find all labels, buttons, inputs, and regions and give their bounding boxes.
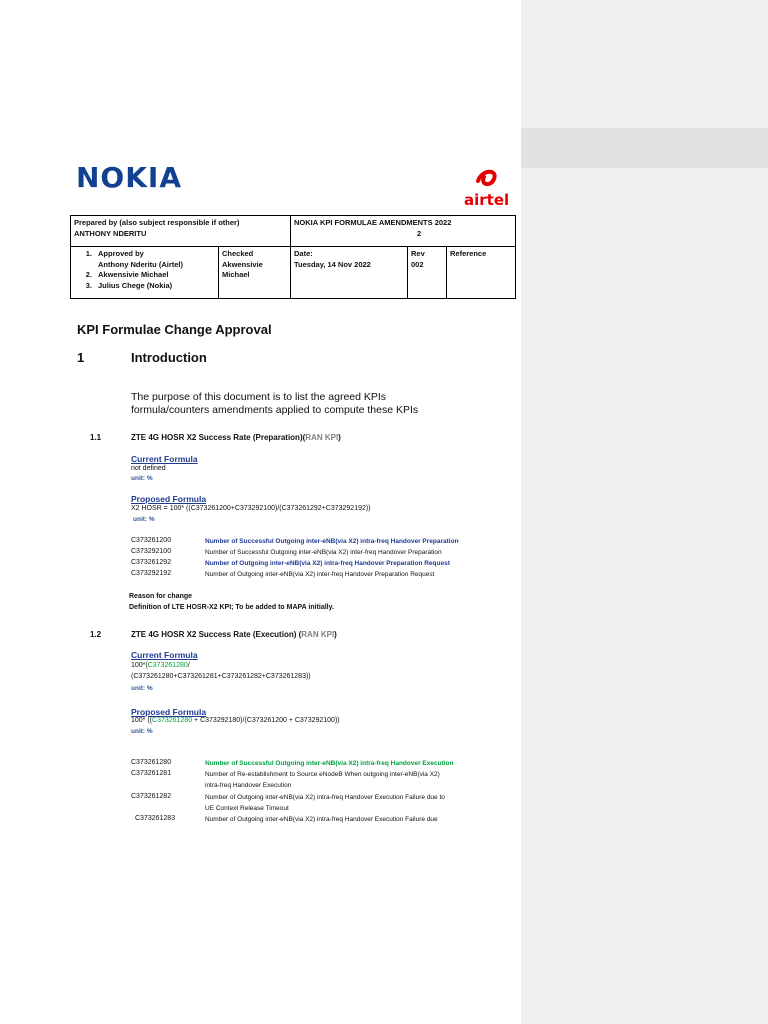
counter-desc: Number of Re-establishment to Source eNodeB When outgoing inter-eNB(via X2) intra-freq Handover Execution: [205, 771, 440, 789]
current-formula-label: Current Formula: [131, 650, 198, 660]
doc-title-cell: NOKIA KPI FORMULAE AMENDMENTS 2022 2: [291, 216, 516, 247]
counter-code: C373292192: [131, 570, 172, 577]
current-formula-text: (C373261280+C373261281+C373261282+C373261283)): [131, 673, 311, 680]
unit-label: unit: %: [131, 728, 153, 735]
rev-cell: Rev 002: [408, 247, 447, 299]
counter-desc: Number of Outgoing inter-eNB(via X2) inter-freq Handover Preparation Request: [205, 571, 435, 578]
comment-pane: [521, 0, 768, 1024]
reference-cell: Reference: [447, 247, 516, 299]
comment-pane-header: [521, 128, 768, 168]
counter-code: C373261282: [131, 793, 172, 800]
proposed-formula-text: 100* ((C373261280 + C373292180)/(C373261200 + C373292100)): [131, 717, 340, 724]
proposed-formula-label: Proposed Formula: [131, 707, 207, 717]
current-formula-text: 100*(C373261280/: [131, 662, 190, 669]
counter-desc: Number of Outgoing inter-eNB(via X2) intra-freq Handover Execution Failure due: [205, 816, 438, 823]
current-formula-label: Current Formula: [131, 454, 198, 464]
counter-code: C373261292: [131, 559, 172, 566]
subsection-1-1-title: ZTE 4G HOSR X2 Success Rate (Preparation)(RAN KPI): [131, 433, 341, 442]
counter-desc: Number of Outgoing inter-eNB(via X2) intra-freq Handover Execution Failure due to UE Context Release Timeout: [205, 794, 445, 812]
counter-desc: Number of Successful Outgoing inter-eNB(via X2) intra-freq Handover Execution: [205, 760, 454, 767]
airtel-logo: airtel: [464, 191, 510, 209]
counter-desc: Number of Outgoing inter-eNB(via X2) intra-freq Handover Preparation Request: [205, 560, 450, 567]
reason-text: Definition of LTE HOSR-X2 KPI; To be added to MAPA initially.: [129, 604, 334, 611]
subsection-1-2-title: ZTE 4G HOSR X2 Success Rate (Execution) (RAN KPI): [131, 630, 337, 639]
nokia-logo: NOKIA: [76, 161, 183, 194]
subsection-1-1-number: 1.1: [90, 433, 102, 442]
counter-code: C373261200: [131, 537, 172, 544]
checked-cell: Checked Akwensivie Michael: [219, 247, 291, 299]
section-number: 1: [77, 350, 85, 365]
counter-desc: Number of Successful Outgoing inter-eNB(via X2) inter-freq Handover Preparation: [205, 549, 442, 556]
counter-desc: Number of Successful Outgoing inter-eNB(via X2) intra-freq Handover Preparation: [205, 538, 459, 545]
approvers-cell: 1. Approved by Anthony Nderitu (Airtel) 2. Akwensivie Michael 3. Julius Chege (Nokia): [71, 247, 219, 299]
subsection-1-2-number: 1.2: [90, 630, 102, 639]
proposed-formula-text: X2 HOSR = 100* ((C373261200+C373292100)/(C373261292+C373292192)): [131, 505, 371, 512]
counter-code: C373261283: [135, 815, 176, 822]
counter-code: C373261280: [131, 759, 172, 766]
prepared-by-cell: Prepared by (also subject responsible if other) ANTHONY NDERITU: [71, 216, 291, 247]
unit-label: unit: %: [133, 516, 155, 523]
unit-label: unit: %: [131, 685, 153, 692]
unit-label: unit: %: [131, 475, 153, 482]
intro-paragraph: The purpose of this document is to list the agreed KPIs formula/counters amendments applied to compute these KPIs: [131, 391, 419, 416]
section-title: Introduction: [131, 350, 207, 365]
current-formula-text: not defined: [131, 465, 166, 472]
counter-code: C373261281: [131, 770, 172, 777]
proposed-formula-label: Proposed Formula: [131, 494, 207, 504]
doc-title: KPI Formulae Change Approval: [77, 322, 272, 337]
date-cell: Date: Tuesday, 14 Nov 2022: [291, 247, 408, 299]
document-header-table: [70, 215, 516, 299]
reason-label: Reason for change: [129, 593, 193, 600]
counter-code: C373292100: [131, 548, 172, 555]
